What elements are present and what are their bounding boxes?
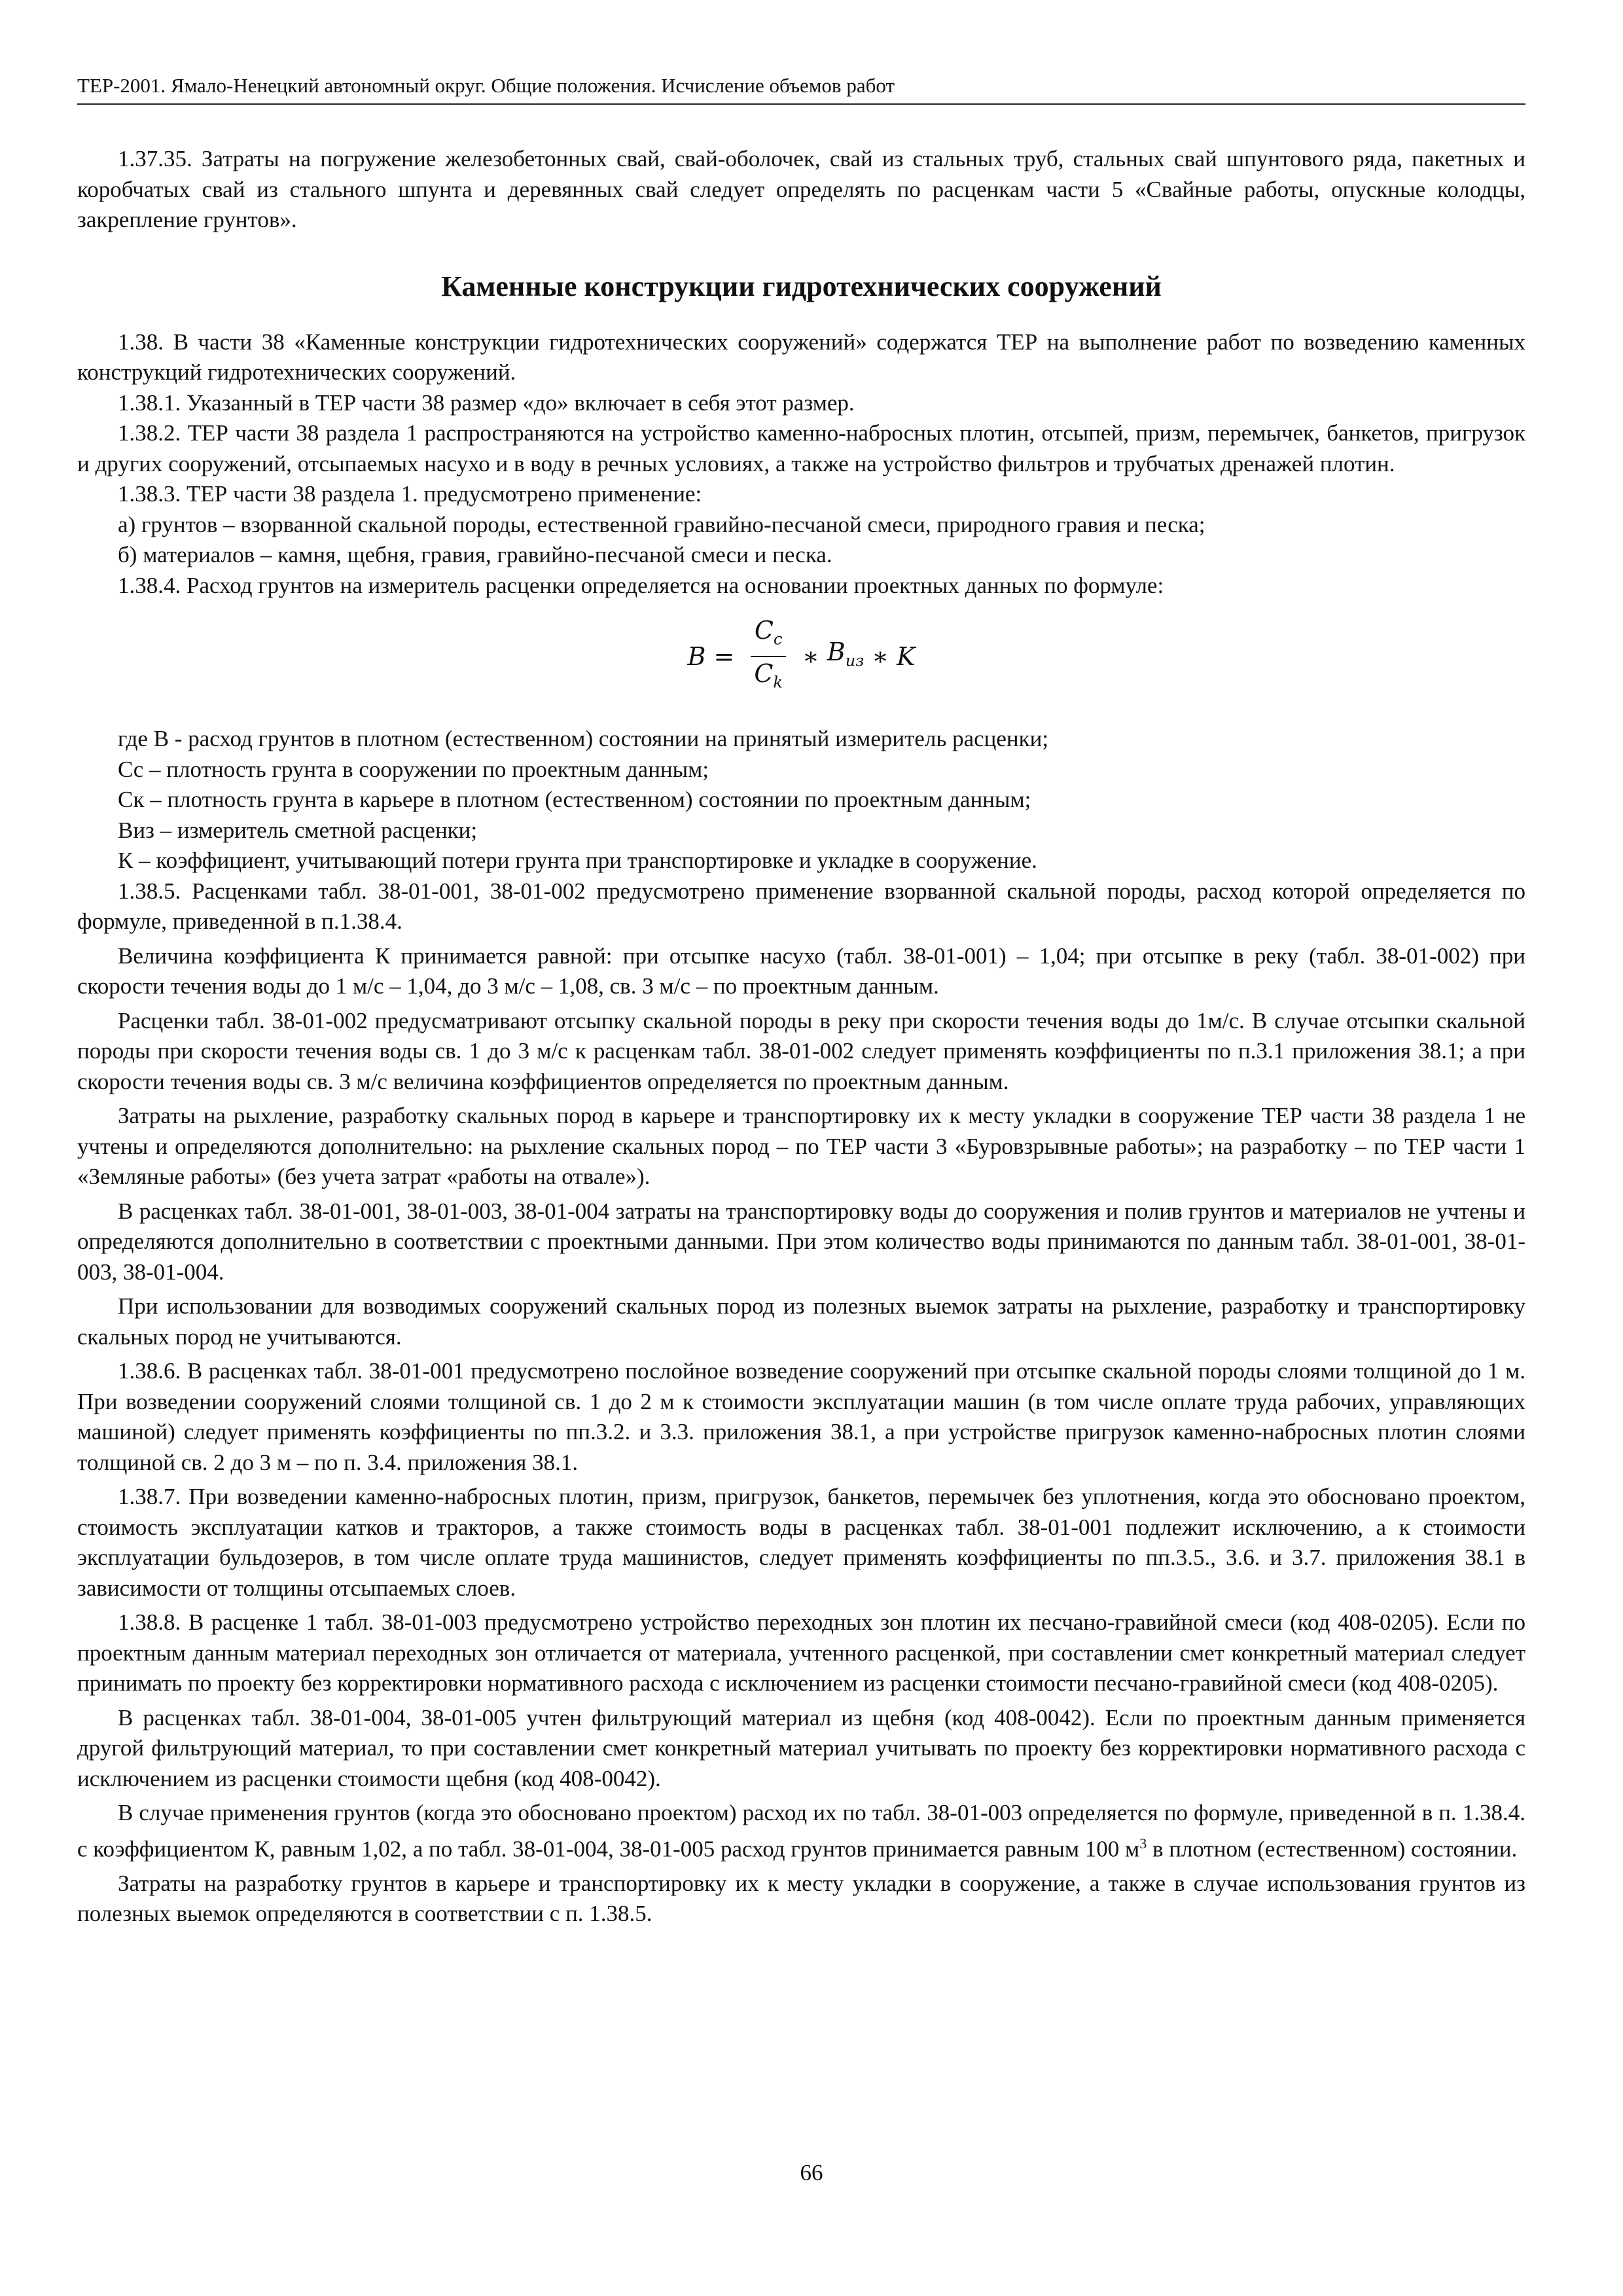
paragraph-1-38-7: 1.38.7. При возведении каменно-набросных плотин, призм, пригрузок, банкетов, перемычек без уплотнения, когда это обосновано проектом, стоимость эксплуатации катков и тракторов, а также стоимость воды в расценках табл. 38-01-001 подлежит исключению, а к стоимости эксплуатации бульдозеров, в том числе оплате труда машинистов, следует применять коэффициенты по пп.3.5., 3.6. и 3.7. приложения 38.1 в зависимости от толщины отсыпаемых слоев. xyxy=(77,1484,1525,1601)
formula-equals: = xyxy=(713,641,735,671)
paragraph-final: Затраты на разработку грунтов в карьере и транспортировку их к месту укладки в сооружение, а также в случае использования грунтов из полезных выемок определяются в соответствии с п. 1.38.5. xyxy=(77,1870,1525,1927)
paragraph-soil-usage: В случае применения грунтов (когда это обосновано проектом) расход их по табл. 38-01-003 определяется по формуле, приведенной в п. 1.38.4. с коэффициентом К, равным 1,02, а по табл. 38-01-004, 38-01-005 расход грунтов принимается равным 100 $м^3$ в плотном (естественном) состоянии. xyxy=(77,1800,1525,1862)
document-body xyxy=(77,144,1525,1929)
list-item-b: б) материалов – камня, щебня, гравия, гравийно-песчаной смеси и песка. xyxy=(118,542,832,567)
paragraph-water-transport: В расценках табл. 38-01-001, 38-01-003, 38-01-004 затраты на транспортировку воды до сооружения и полив грунтов и материалов не учтены и определяются дополнительно в соответствии с проектными данными. При этом количество воды принимаются по данным табл. 38-01-001, 38-01-003, 38-01-004. xyxy=(77,1198,1525,1285)
formula-k: K xyxy=(897,641,916,671)
definition-ck: Ск – плотность грунта в карьере в плотном (естественном) состоянии по проектным данным; xyxy=(118,787,1031,813)
paragraph-filter-material: В расценках табл. 38-01-004, 38-01-005 учтен фильтрующий материал из щебня (код 408-0042). Если по проектным данным применяется другой фильтрующий материал, то при составлении смет конкретный материал учитывать по проекту без корректировки нормативного расхода с исключением из расценки стоимости щебня (код 408-0042). xyxy=(77,1704,1525,1791)
paragraph-1-38-5: 1.38.5. Расценками табл. 38-01-001, 38-01-002 предусмотрено применение взорванной скальной породы, расход которой определяется по формуле, приведенной в п.1.38.4. xyxy=(77,878,1525,935)
formula-multiply-1: ∗ xyxy=(802,641,819,671)
running-header xyxy=(77,72,1525,105)
formula xyxy=(77,615,1525,698)
paragraph-1-38-3: 1.38.3. ТЕР части 38 раздела 1. предусмотрено применение: xyxy=(118,481,702,507)
definition-biz: Виз – измеритель сметной расценки; xyxy=(118,817,478,843)
paragraph-1-38-1: 1.38.1. Указанный в ТЕР части 38 размер «до» включает в себя этот размер. xyxy=(118,389,855,416)
paragraph-rates-38-01-002: Расценки табл. 38-01-002 предусматривают отсыпку скальной породы в реку при скорости течения воды до 1м/с. В случае отсыпки скальной породы при скорости течения воды св. 1 до 3 м/с к расценкам табл. 38-01-002 следует применять коэффициенты по п.3.1 приложения 38.1; а при скорости течения воды св. 3 м/с величина коэффициентов определяется по проектным данным. xyxy=(77,1007,1525,1094)
formula-denominator: $C_k$ xyxy=(754,659,783,692)
paragraph-loosening-costs: Затраты на рыхление, разработку скальных пород в карьере и транспортировку их к месту укладки в сооружение ТЕР части 38 раздела 1 не учтены и определяются дополнительно: на рыхление скальных пород – по ТЕР части 3 «Буровзрывные работы»; на разработку – по ТЕР части 1 «Земляные работы» (без учета затрат «работы на отвале»). xyxy=(77,1103,1525,1190)
formula-fraction xyxy=(750,615,787,698)
formula-b-iz: $B_{из}$ xyxy=(827,637,865,670)
formula-multiply-2: ∗ xyxy=(872,641,889,671)
paragraph-1-38-6: 1.38.6. В расценках табл. 38-01-001 предусмотрено послойное возведение сооружений при отсыпке скальной породы слоями толщиной до 1 м. При возведении сооружений слоями толщиной св. 1 до 2 м к стоимости эксплуатации машин (в том числе оплате труда рабочих, управляющих машиной) следует применять коэффициенты по пп.3.2. и 3.3. приложения 38.1, а при устройстве пригрузок каменно-набросных плотин слоями толщиной св. 2 до 3 м – по п. 3.4. приложения 38.1. xyxy=(77,1358,1525,1475)
definition-k: К – коэффициент, учитывающий потери грунта при транспортировке и укладке в сооружение. xyxy=(118,848,1037,874)
definition-cc: Сс – плотность грунта в сооружении по проектным данным; xyxy=(118,756,709,782)
formula-numerator: $C_c$ xyxy=(751,615,787,657)
paragraph-1-38-8: 1.38.8. В расценке 1 табл. 38-01-003 предусмотрено устройство переходных зон плотин их песчано-гравийной смеси (код 408-0205). Если по проектным данным материал переходных зон отличается от материала, учтенного расценкой, при составлении смет конкретный материал следует принимать по проекту без корректировки нормативного расхода с исключением из расценки стоимости песчано-гравийной смеси (код 408-0205). xyxy=(77,1609,1525,1696)
paragraph-1-37-35: 1.37.35. Затраты на погружение железобетонных свай, свай-оболочек, свай из стальных труб, стальных свай шпунтового ряда, пакетных и коробчатых свай из стального шпунта и деревянных свай следует определять по расценкам части 5 «Свайные работы, опускные колодцы, закрепление грунтов». xyxy=(77,146,1525,232)
definition-b: где В - расход грунтов в плотном (естественном) состоянии на принятый измеритель расценки; xyxy=(118,726,1049,752)
list-item-a: а) грунтов – взорванной скальной породы, естественной гравийно-песчаной смеси, природного гравия и песка; xyxy=(118,511,1205,537)
running-header-text: ТЕР-2001. Ямало-Ненецкий автономный округ. Общие положения. Исчисление объемов работ xyxy=(77,74,895,97)
paragraph-1-38: 1.38. В части 38 «Каменные конструкции гидротехнических сооружений» содержатся ТЕР на выполнение работ по возведению каменных конструкций гидротехнических сооружений. xyxy=(77,329,1525,385)
paragraph-coefficient-k: Величина коэффициента К принимается равной: при отсыпке насухо (табл. 38-01-001) – 1,04; при отсыпке в реку (табл. 38-01-002) при скорости течения воды до 1 м/с – 1,04, до 3 м/с – 1,08, св. 3 м/с – по проектным данным. xyxy=(77,942,1525,999)
paragraph-1-38-4: 1.38.4. Расход грунтов на измеритель расценки определяется на основании проектных данных по формуле: xyxy=(118,572,1164,598)
paragraph-useful-excavations: При использовании для возводимых сооружений скальных пород из полезных выемок затраты на рыхление, разработку и транспортировку скальных пород не учитываются. xyxy=(77,1293,1525,1350)
formula-lhs: B xyxy=(687,641,706,671)
paragraph-1-38-2: 1.38.2. ТЕР части 38 раздела 1 распространяются на устройство каменно-набросных плотин, отсыпей, призм, перемычек, банкетов, пригрузок и других сооружений, отсыпаемых насухо и в воду в речных условиях, а также на устройство фильтров и трубчатых дренажей плотин. xyxy=(77,420,1525,476)
page-number: 66 xyxy=(800,2160,823,2185)
section-title: Каменные конструкции гидротехнических сооружений xyxy=(441,270,1162,302)
